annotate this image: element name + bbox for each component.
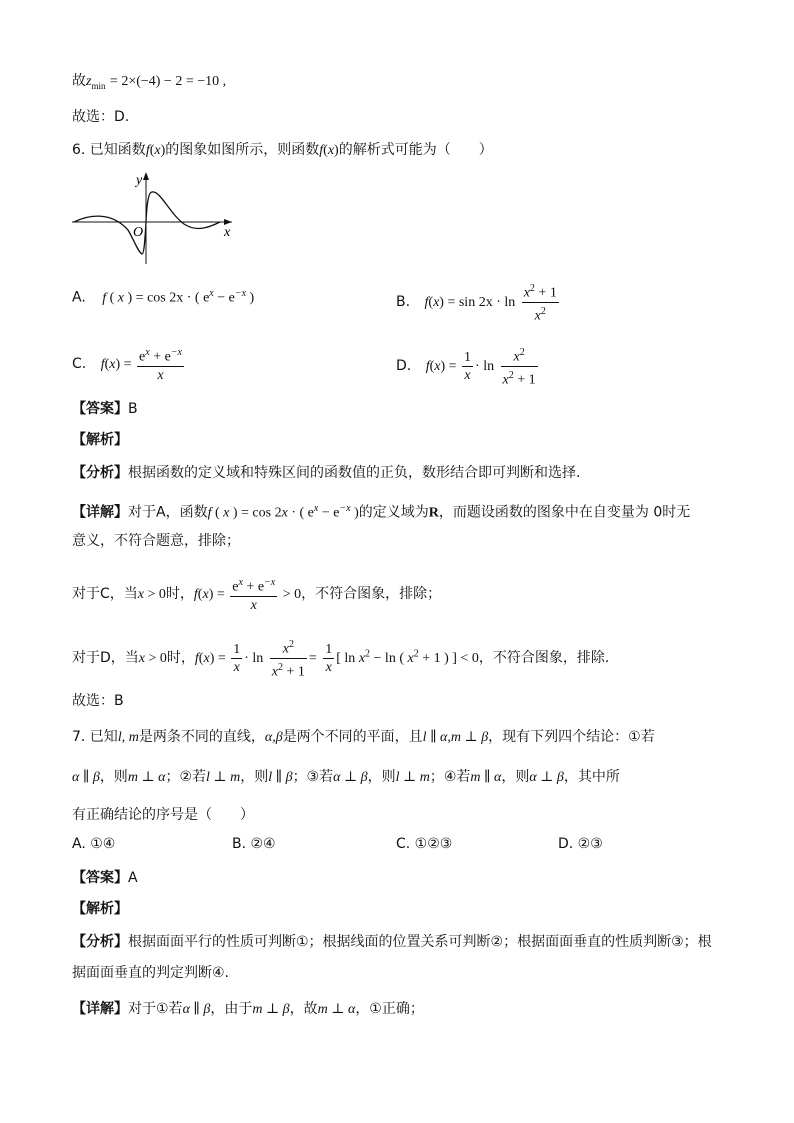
q7-answer: 【答案】A bbox=[72, 870, 138, 886]
y-axis-arrow bbox=[143, 172, 149, 180]
q7-stem-line2: α ∥ β，则m ⊥ α；②若l ⊥ m，则l ∥ β；③若α ⊥ β，则l ⊥ m；④若m ∥ α，则α ⊥ β，其中所 bbox=[72, 769, 620, 785]
q6-fenxi: 【分析】根据函数的定义域和特殊区间的函数值的正负，数形结合即可判断和选择. bbox=[72, 465, 581, 481]
option-d: D. f(x) = $\frac{1}{x}$ · ln $\frac{x^2}{x^2 + 1}$ bbox=[396, 344, 540, 388]
q7-fenxi: 【分析】根据面面平行的性质可判断①；根据线面的位置关系可判断②；根据面面垂直的性质判断③；根 bbox=[72, 934, 712, 950]
prev-answer: 故选：D. bbox=[72, 109, 130, 125]
option-b-fraction: $\frac{x^2 + 1}{x^2}$ bbox=[522, 280, 559, 324]
q6-function-graph bbox=[72, 170, 242, 266]
q6-detail-a: 【详解】对于A，函数f ( x ) = cos 2x · ( $e^x - e^{-x}$ )的定义域为R，而题设函数的图象中在自变量为 0时无 bbox=[72, 503, 691, 521]
option-a: A. f ( x ) = cos 2x · ( $e^x - e^{-x}$ ) bbox=[72, 288, 255, 306]
q6-detail-a-cont: 意义，不符合题意，排除； bbox=[72, 533, 240, 549]
q6-final: 故选：B bbox=[72, 693, 124, 709]
q7-fenxi-cont: 据面面垂直的判定判断④. bbox=[72, 965, 230, 981]
q7-stem-line1: 7. 已知l, m是两条不同的直线，α,β是两个不同的平面，且l ∥ α,m ⊥ β，现有下列四个结论：①若 bbox=[72, 729, 655, 745]
q6-analysis-heading: 【解析】 bbox=[72, 432, 128, 448]
q7-option-c: C. ①②③ bbox=[396, 836, 453, 852]
option-c: C. f(x) = $\frac{e^x + e^{-x}}{x}$ bbox=[72, 344, 186, 384]
q7-stem-line3: 有正确结论的序号是（ ） bbox=[72, 807, 254, 823]
q6-answer: 【答案】B bbox=[72, 401, 138, 417]
q6-detail-d: 对于D，当x > 0时，f(x) = $\frac{1}{x}$ · ln $\frac{x^2}{x^2 + 1}$ = $\frac{1}{x}$ [ $\ln x^2 - \ln$ ( $x^2 + 1$ ) ] < 0，不符合图象，排除. bbox=[72, 636, 609, 680]
q7-detail: 【详解】对于①若α ∥ β，由于m ⊥ β，故m ⊥ α，①正确； bbox=[72, 1001, 424, 1017]
q6-detail-c: 对于C，当x > 0时，f(x) = $\frac{e^x + e^{-x}}{x}$ > 0，不符合图象，排除； bbox=[72, 574, 441, 614]
function-curve bbox=[74, 192, 220, 254]
x-axis-label: x bbox=[224, 225, 231, 240]
option-b: B. f(x) = sin 2x · ln $\frac{x^2 + 1}{x^2}$ bbox=[396, 280, 561, 324]
q6-stem: 6. 已知函数f(x)的图象如图所示，则函数f(x)的解析式可能为（ ） bbox=[72, 142, 493, 158]
q7-option-d: D. ②③ bbox=[558, 836, 603, 852]
q7-option-a: A. ①④ bbox=[72, 836, 116, 852]
q7-analysis-heading: 【解析】 bbox=[72, 901, 128, 917]
y-axis-label: y bbox=[136, 173, 143, 188]
prev-conclusion: 故$z_{min} = 2\times(-4) - 2 = -10$ , bbox=[72, 73, 227, 91]
origin-label: O bbox=[133, 225, 144, 240]
q7-option-b: B. ②④ bbox=[232, 836, 276, 852]
option-c-fraction: $\frac{e^x + e^{-x}}{x}$ bbox=[137, 344, 184, 384]
